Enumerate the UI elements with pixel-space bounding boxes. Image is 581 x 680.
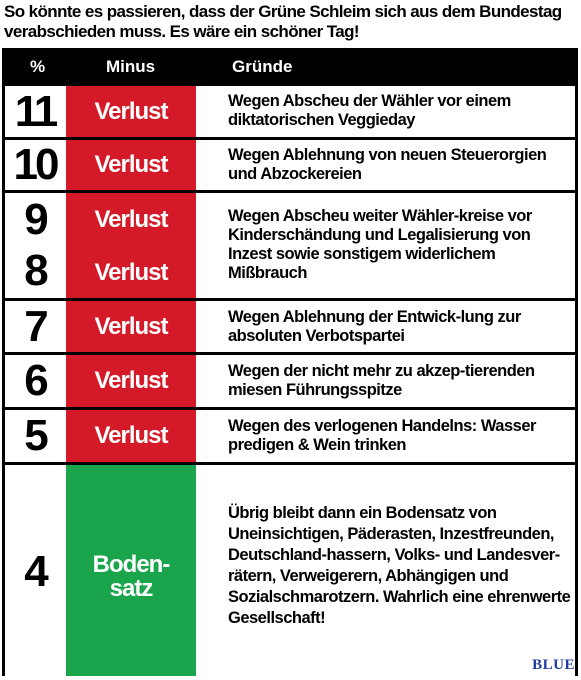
minus-cell (66, 86, 196, 137)
table-row (2, 410, 578, 465)
minus-label: Verlust (94, 313, 168, 340)
table-header (2, 48, 578, 86)
table-row (2, 301, 578, 355)
minus-cell (66, 465, 196, 676)
header-gruende: Gründe (232, 57, 293, 76)
reason-text: Wegen der nicht mehr zu akzep-tierenden miesen Führungsspitze (228, 362, 535, 399)
row-number: 10 (13, 140, 57, 189)
minus-label: Verlust (94, 259, 168, 286)
minus-cell (66, 410, 196, 462)
row-number: 5 (24, 411, 46, 460)
minus-label: Verlust (94, 151, 168, 178)
reason-text: Wegen Ablehnung von neuen Steuerorgien und Abzockereien (228, 146, 547, 183)
column-divider (575, 86, 578, 676)
reason-text: Wegen des verlogenen Handelns: Wasser predigen & Wein trinken (228, 417, 536, 454)
minus-cell (66, 140, 196, 190)
row-number: 4 (24, 547, 46, 596)
reason-text: Übrig bleibt dann ein Bodensatz von Uneinsichtigen, Päderasten, Inzestfreunden, Deutschland-hassern, Volks- und Landesver-rätern, Verweigerern, Abhängigen und Sozialschmarotzern. Wahrlich eine ehrenwerte Gesellschaft! (228, 504, 571, 627)
table-row (2, 140, 578, 193)
table-row (2, 86, 578, 140)
headline: So könnte es passieren, dass der Grüne Schleim sich aus dem Bundestag verabschieden muss. Es wäre ein schöner Tag! (4, 2, 562, 41)
blue-logo: BLUE (532, 657, 575, 673)
table-row (2, 465, 578, 676)
minus-cell (66, 301, 196, 352)
minus-label: Verlust (94, 98, 168, 125)
reason-text: Wegen Abscheu der Wähler vor einem diktatorischen Veggieday (228, 92, 511, 129)
minus-cell (66, 355, 196, 407)
table-row (2, 193, 578, 301)
row-number: 9 (24, 195, 46, 244)
reason-text: Wegen Abscheu weiter Wähler-kreise vor Kinderschändung und Legalisierung von Inzest sowie sonstigem widerlichem Mißbrauch (228, 207, 532, 282)
table-row (2, 355, 578, 410)
row-number: 6 (24, 356, 46, 405)
column-divider (2, 86, 5, 676)
header-minus: Minus (106, 57, 156, 76)
reason-text: Wegen Ablehnung der Entwick-lung zur absoluten Verbotspartei (228, 308, 521, 345)
row-number: 8 (24, 246, 46, 295)
minus-label: Verlust (94, 422, 168, 449)
minus-label: Boden-satz (92, 551, 170, 602)
minus-label: Verlust (94, 206, 168, 233)
row-number: 11 (14, 87, 56, 136)
minus-label: Verlust (94, 367, 168, 394)
minus-cell (66, 193, 196, 298)
row-number: 7 (24, 302, 46, 351)
results-table (2, 86, 578, 676)
header-pct: % (30, 57, 46, 76)
